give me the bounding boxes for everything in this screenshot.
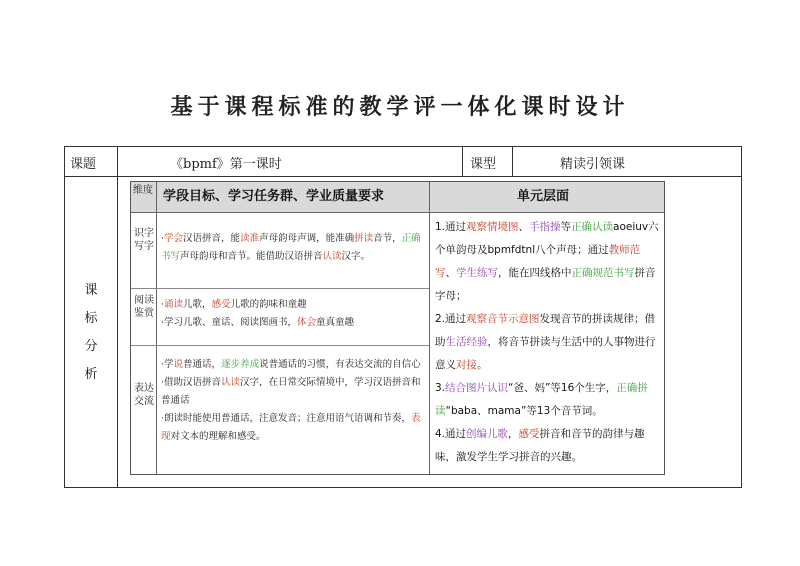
unit-paragraph: [435, 308, 661, 377]
side-char: 标: [84, 310, 98, 326]
header-bottom-line: [131, 212, 664, 213]
highlight-term: 说: [173, 359, 184, 370]
standard-analysis-label: [64, 177, 118, 488]
type-value: 精读引领课: [560, 157, 626, 172]
header-divider-v2: [512, 146, 513, 177]
text-run: ·: [161, 233, 165, 244]
text-run: ·: [161, 299, 165, 310]
dimension-literacy: 识字写字: [134, 228, 154, 252]
dimension-expression: 表达交流: [134, 383, 154, 407]
text-run: “baba、mama”等13个音节词。: [445, 405, 603, 417]
goal-line: [161, 410, 425, 446]
highlight-term: 手指操: [529, 221, 561, 233]
standard-analysis-table: [130, 181, 665, 475]
text-run: 儿歌的韵味和童趣: [230, 299, 307, 310]
highlight-term: 结合图片认识: [445, 382, 509, 394]
text-run: “爸、妈”等16个生字，: [508, 382, 617, 394]
text-run: ·学习儿歌、童话、阅读图画书，: [161, 317, 298, 328]
highlight-term: 正确规范书写: [571, 267, 635, 279]
text-run: 。: [477, 359, 488, 371]
highlight-term: 观察音节示意图: [466, 313, 540, 325]
goal-line: [161, 314, 425, 332]
side-char: 析: [84, 366, 98, 382]
side-char: 分: [84, 338, 98, 354]
text-run: 汉字。: [341, 251, 371, 262]
text-run: 声母韵母和音节。能借助汉语拼音: [180, 251, 323, 262]
unit-paragraph: [435, 423, 661, 469]
unit-header: 单元层面: [517, 189, 570, 204]
highlight-term: 认读: [322, 251, 342, 262]
text-run: 拼音字母；: [435, 267, 656, 302]
topic-value: 《bpmf》第一课时: [170, 157, 282, 172]
text-run: aoeiuv六个单韵母及bpmfdtnl八个声母；通过: [435, 221, 659, 256]
side-char: 课: [84, 282, 98, 298]
text-run: 汉字，在日常交际情境中，学习汉语拼音和普通话: [161, 377, 421, 406]
text-run: 4.通过: [435, 428, 467, 440]
text-run: 1.通过: [435, 221, 467, 233]
goal-line: [161, 356, 425, 374]
literacy-goal-text: [161, 230, 425, 266]
text-run: 对文本的理解和感受。: [170, 431, 266, 442]
highlight-term: 表现: [161, 413, 421, 442]
highlight-term: 正确书写: [161, 233, 421, 262]
text-run: ·借助汉语拼音: [161, 377, 222, 388]
text-run: 、: [518, 221, 530, 233]
highlight-term: 正确认读: [571, 221, 614, 233]
unit-paragraph: [435, 216, 661, 308]
text-run: 普通话，: [183, 359, 222, 370]
text-run: 3.: [435, 382, 446, 394]
row2-bottom-line: [131, 345, 429, 346]
dimension-reading: 阅读鉴赏: [134, 295, 154, 319]
highlight-term: 正确拼读: [435, 382, 648, 417]
highlight-term: 对接: [456, 359, 477, 371]
highlight-term: 学会: [164, 233, 184, 244]
highlight-term: 认读: [221, 377, 241, 388]
expression-goal-text: [161, 356, 425, 446]
text-run: ，: [508, 428, 519, 440]
text-run: ·学: [161, 359, 174, 370]
text-run: ，能在四线格中: [498, 267, 572, 279]
text-run: 等: [560, 221, 572, 233]
unit-paragraph: [435, 377, 661, 423]
dim-divider: [156, 182, 157, 474]
highlight-term: 读准: [240, 233, 260, 244]
goal-header: 学段目标、学习任务群、学业质量要求: [163, 189, 385, 204]
text-run: 发现音节的拼读规律；借助: [435, 313, 656, 348]
goal-line: [161, 296, 425, 314]
text-run: 音节，: [373, 233, 402, 244]
text-run: 、: [445, 267, 456, 279]
highlight-term: 体会: [297, 317, 317, 328]
type-label: 课型: [470, 157, 497, 172]
highlight-term: 逐步养成: [221, 359, 260, 370]
text-run: ·朗读时能使用普通话，注意发音；注意用语气语调和节奏，: [161, 413, 412, 424]
row1-bottom-line: [131, 288, 429, 289]
highlight-term: 生活经验: [445, 336, 488, 348]
dimension-header: 维度: [133, 185, 153, 196]
header-divider: [64, 176, 742, 177]
highlight-term: 学生练写: [456, 267, 498, 279]
highlight-term: 诵读: [164, 299, 184, 310]
text-run: 儿歌，: [183, 299, 212, 310]
header-divider-v1: [462, 146, 463, 177]
text-run: 2.通过: [435, 313, 467, 325]
text-run: 童真童趣: [316, 317, 355, 328]
page-title: 基于课程标准的教学评一体化课时设计: [170, 94, 630, 120]
reading-goal-text: [161, 296, 425, 332]
text-run: 汉语拼音，能: [183, 233, 241, 244]
topic-label: 课题: [70, 157, 97, 172]
text-run: 拼音和音节的韵律与趣味，激发学生学习拼音的兴趣。: [435, 428, 645, 463]
highlight-term: 拼读: [354, 233, 374, 244]
highlight-term: 教师范写: [435, 244, 641, 279]
highlight-term: 感受: [211, 299, 231, 310]
text-run: 说普通话的习惯，有表达交流的自信心: [259, 359, 421, 370]
highlight-term: 观察情境图: [466, 221, 519, 233]
text-run: ，将音节拼读与生活中的人事物进行意义: [435, 336, 656, 371]
highlight-term: 创编儿歌: [466, 428, 509, 440]
text-run: 声母韵母声调，能准确: [259, 233, 355, 244]
unit-level-text: [435, 216, 661, 469]
highlight-term: 感受: [518, 428, 540, 440]
unit-divider: [429, 182, 430, 474]
goal-line: [161, 374, 425, 410]
